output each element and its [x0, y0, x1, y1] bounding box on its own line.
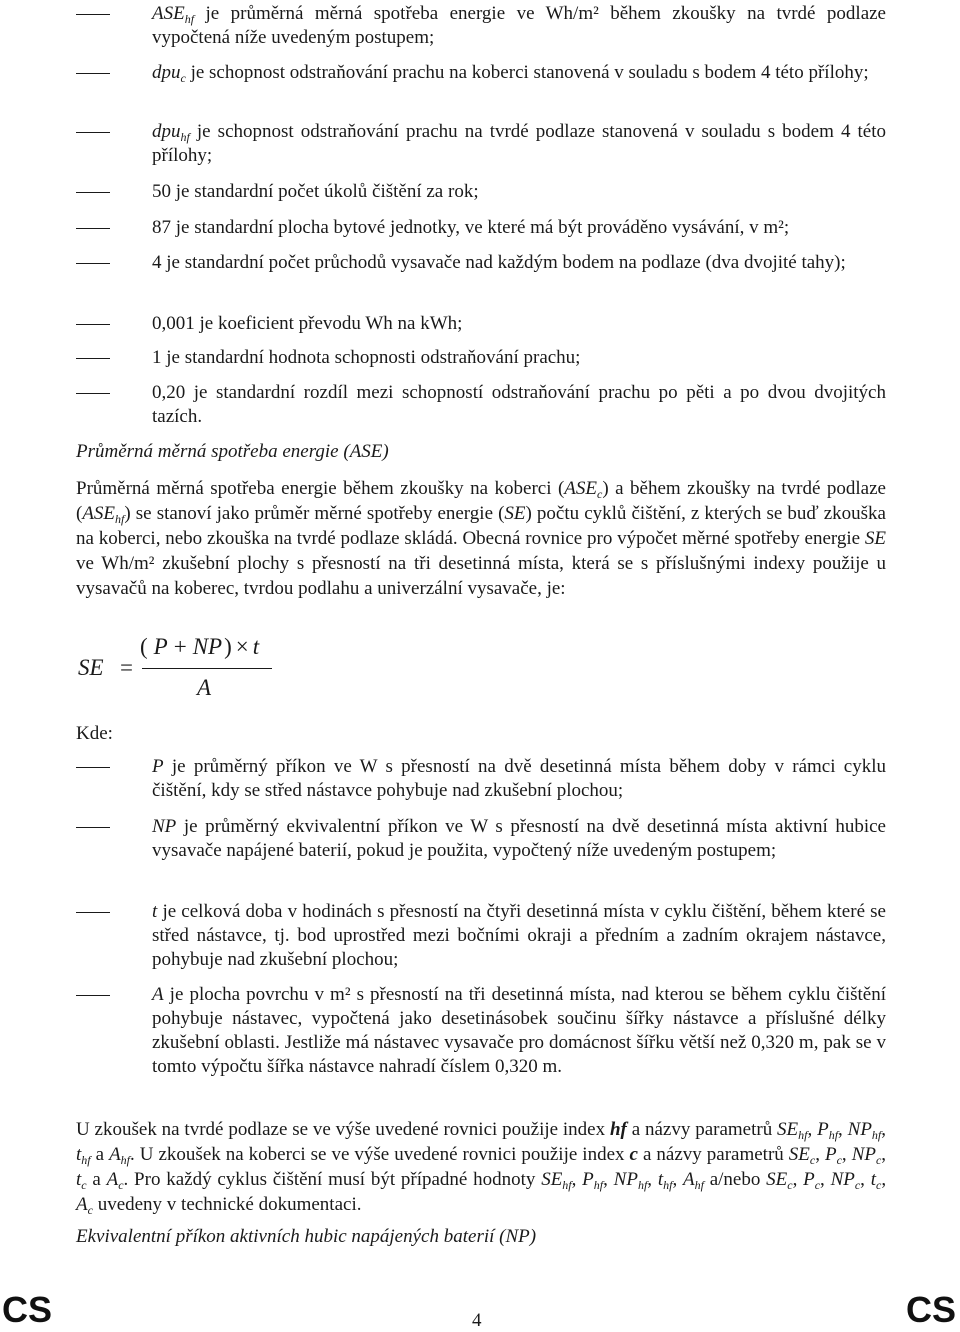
- formula-lhs: SE: [78, 655, 104, 680]
- footer-language-right: CS: [905, 1289, 956, 1330]
- list-item: $ASE_{hf}$ je průměrná měrná spotřeba energie ve Wh/m² během zkoušky na tvrdé podlaze vypočtená níže uvedeným postupem;: [76, 2, 886, 50]
- list-item: 4 je standardní počet průchodů vysavače nad každým bodem na podlaze (dva dvojité tahy);: [76, 251, 886, 275]
- times-sign: ×: [235, 634, 249, 659]
- plus-sign: +: [173, 634, 187, 659]
- formula-denominator: A: [197, 675, 212, 700]
- list-item: 50 je standardní počet úkolů čištění za rok;: [76, 180, 886, 204]
- symbol-np: NP: [192, 634, 223, 659]
- list-item: 1 je standardní hodnota schopnosti odstraňování prachu;: [76, 346, 886, 370]
- kde-label: Kde:: [76, 723, 113, 744]
- formula-equals: =: [120, 655, 133, 680]
- fraction-bar: [142, 668, 272, 669]
- definition-item: P je průměrný příkon ve W s přesností na dvě desetinná místa během doby v rámci cyklu čištění, kdy se střed nástavce pohybuje nad zkušební plochou;: [76, 755, 886, 803]
- page-number: 4: [472, 1310, 482, 1331]
- symbol-p: P: [153, 634, 168, 659]
- list-item: dpu$_{hf}$ je schopnost odstraňování prachu na tvrdé podlaze stanovená v souladu s bodem 4 této přílohy;: [76, 120, 886, 168]
- list-item: 0,001 je koeficient převodu Wh na kWh;: [76, 312, 886, 336]
- definition-item: A je plocha povrchu v m² s přesností na tři desetinná místa, nad kterou se během cyklu čištění pohybuje nástavec, vypočtená jako desetinásobek součinu šířky nástavce a příslušné délky zkušební oblasti. Jestliže má nástavec vysavače pro domácnost šířku větší než 0,320 m, pak se v tomto výpočtu šířka nástavce nahradí číslem 0,320 m.: [76, 983, 886, 1079]
- list-item: 87 je standardní plocha bytové jednotky, ve které má být prováděno vysávání, v m²;: [76, 216, 886, 240]
- intro-paragraph: Průměrná měrná spotřeba energie během zkoušky na koberci $(ASE_c)$ a během zkoušky na tvrdé podlaze $(ASE_{hf})$ se stanoví jako průměr měrné spotřeby energie (SE) počtu cyklů čištění, z kterých se buď zkouška na koberci, nebo zkouška na tvrdé podlaze skládá. Obecná rovnice pro výpočet měrné spotřeby energie SE ve Wh/m² zkušební plochy s přesností na tři desetinná místa, která se s příslušnými indexy použije u vysavačů na koberec, tvrdou podlahu a univerzální vysavače, je:: [76, 478, 886, 599]
- index-paragraph: U zkoušek na tvrdé podlaze se ve výše uvedené rovnici použije index hf a názvy parametrů $SE_{hf}$, $P_{hf}$, $NP_{hf}$, $t_{hf}$ a $A_{hf}$. U zkoušek na koberci se ve výše uvedené rovnici použije index c a názvy parametrů $SE_c$, $P_c$, $NP_c$, $t_c$ a $A_c$. Pro každý cyklus čištění musí být případné hodnoty $SE_{hf}$, $P_{hf}$, $NP_{hf}$, $t_{hf}$, $A_{hf}$ a/nebo $SE_c$, $P_c$, $NP_c$, $t_c$, $A_c$ uvedeny v technické dokumentaci.: [76, 1119, 887, 1217]
- formula-numerator: [140, 634, 259, 660]
- section-heading: Průměrná měrná spotřeba energie (ASE): [76, 441, 389, 462]
- subheading: Ekvivalentní příkon aktivních hubic napájených baterií (NP): [76, 1226, 537, 1247]
- list-item: 0,20 je standardní rozdíl mezi schopností odstraňování prachu po pěti a po dvou dvojitých tazích.: [76, 381, 886, 429]
- list-item: dpu$_c$ je schopnost odstraňování prachu na koberci stanovená v souladu s bodem 4 této přílohy;: [76, 61, 886, 85]
- footer-language-left: CS: [2, 1289, 53, 1330]
- definition-item: NP je průměrný ekvivalentní příkon ve W s přesností na dvě desetinná místa aktivní hubice vysavače napájené baterií, pokud je použita, vypočtený níže uvedeným postupem;: [76, 815, 886, 863]
- definition-item: t je celková doba v hodinách s přesností na čtyři desetinná místa v cyklu čištění, během které se střed nástavce, tj. bod uprostřed mezi bočními okraji a předním a zadním okrajem nástavce, pohybuje nad zkušební plochou;: [76, 900, 886, 972]
- paren-open: (: [140, 634, 148, 659]
- paren-close: ): [224, 634, 232, 659]
- symbol-t: t: [252, 634, 260, 659]
- se-formula: [76, 634, 336, 704]
